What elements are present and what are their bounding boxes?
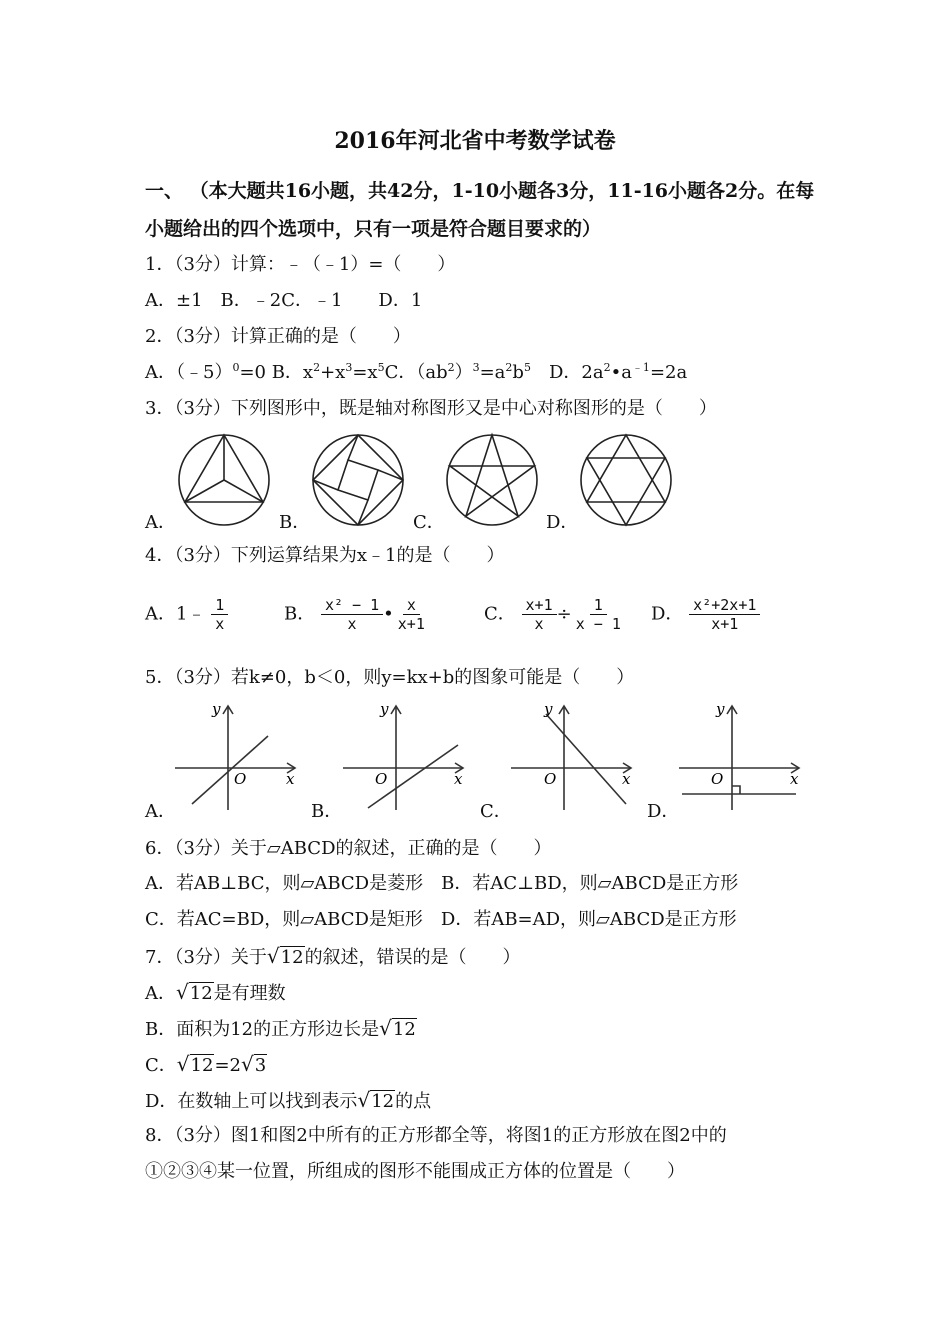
q5-label-b: B． [311,801,343,822]
q3-figure-a [176,432,272,528]
q5-graph-c [506,700,641,815]
q3-stem: 3．（3分）下列图形中，既是轴对称图形又是中心对称图形的是（ ） [145,398,717,419]
page-title: 2016年河北省中考数学试卷 [334,128,616,154]
q1-options: A．±1 B．﹣2C．﹣1 D．1 [145,290,423,311]
q4-option-d: D． $\frac{\text{x²+2x+1}}{x+1}$ [651,596,760,633]
q5-stem: 5．（3分）若k≠0，b＜0，则y=kx+b的图象可能是（ ） [145,667,635,688]
q5-label-c: C． [480,801,512,822]
svg-text:y: y [212,700,221,718]
q4-option-b: B． $\frac{\text{x² − 1}}{x}$ • $\frac{x}{x+1}$ [284,596,425,633]
q5-label-d: D． [647,801,680,822]
svg-text:y: y [544,700,553,718]
q3-figure-d [578,432,674,528]
q7-stem: 7．（3分）关于√12的叙述，错误的是（ ） [145,943,521,971]
q8-stem-line2: ①②③④某一位置，所组成的图形不能围成正方体的位置是（ ） [145,1161,685,1182]
svg-text:O: O [375,770,388,788]
section-heading-line1: 一、 （本大题共16小题，共42分，1-10小题各3分，11-16小题各2分。在每 [145,180,815,202]
q3-figure-b [310,432,406,528]
q6-options-line2: C．若AC=BD，则▱ABCD是矩形 D．若AB=AD，则▱ABCD是正方形 [145,909,737,930]
svg-text:x: x [454,770,463,788]
q3-label-d: D． [546,512,579,533]
q3-label-c: C． [413,512,445,533]
q4-stem: 4．（3分）下列运算结果为x﹣1的是（ ） [145,545,505,566]
svg-text:x: x [622,770,631,788]
q7-option-c: C．√12=2√3 [145,1052,267,1076]
q7-option-d: D．在数轴上可以找到表示√12的点 [145,1088,432,1112]
q6-stem: 6．（3分）关于▱ABCD的叙述，正确的是（ ） [145,838,552,859]
q8-stem-line1: 8．（3分）图1和图2中所有的正方形都全等，将图1的正方形放在图2中的 [145,1125,727,1146]
q3-label-b: B． [279,512,311,533]
svg-text:O: O [544,770,557,788]
q3-figure-c [444,432,540,528]
q5-graph-a [170,700,305,815]
q3-label-a: A． [145,512,176,533]
q5-graph-d [674,700,809,815]
svg-text:O: O [711,770,724,788]
svg-text:y: y [716,700,725,718]
q6-options-line1: A．若AB⊥BC，则▱ABCD是菱形 B．若AC⊥BD，则▱ABCD是正方形 [145,873,739,894]
svg-text:y: y [380,700,389,718]
q5-label-a: A． [145,801,176,822]
q2-options: A．（﹣5）$^0$=0 B．$x^2+x^3=x^5C$．$(ab^2)^3=a^2b^5$ D．$2a^2•a^{﹣1}=2a$ [145,361,688,383]
q1-stem: 1．（3分）计算：﹣（﹣1）=（ ） [145,254,456,275]
section-heading-line2: 小题给出的四个选项中，只有一项是符合题目要求的） [145,218,602,240]
svg-text:x: x [790,770,799,788]
q4-option-a: A．1﹣ $\frac{1}{x}$ [145,596,228,633]
q7-option-b: B．面积为12的正方形边长是√12 [145,1016,416,1040]
q5-graph-b [338,700,473,815]
sqrt-12: √12 [266,944,304,968]
q4-option-c: C． $\frac{x+1}{x}$ ÷ $\frac{1}{x - 1}$ [484,596,621,633]
q2-stem: 2．（3分）计算正确的是（ ） [145,326,411,347]
svg-text:O: O [234,770,247,788]
q7-option-a: A．√12是有理数 [145,980,286,1004]
svg-text:x: x [286,770,295,788]
